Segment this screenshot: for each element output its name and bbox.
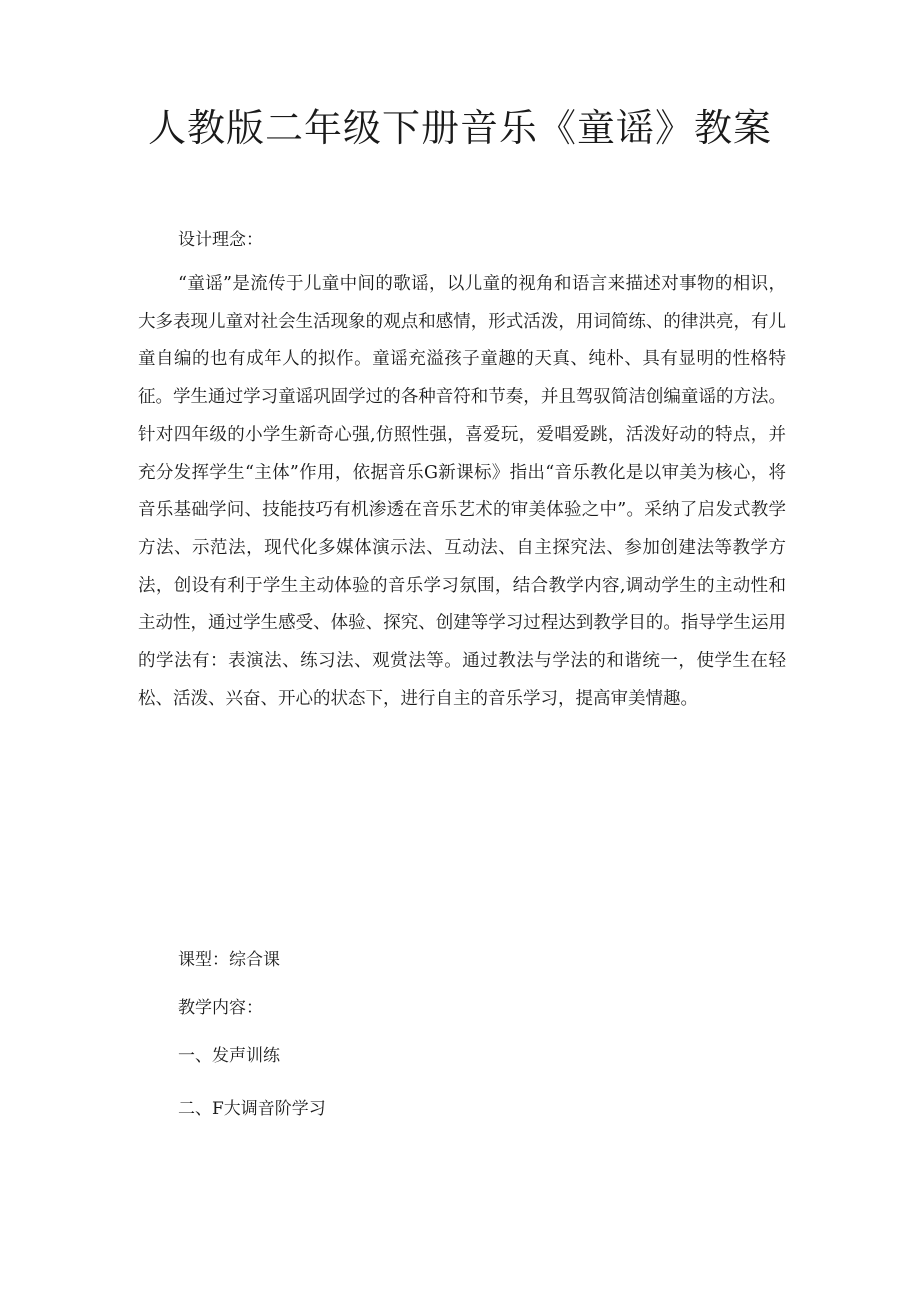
teaching-content-label: 教学内容： <box>178 998 263 1018</box>
design-concept-label: 设计理念： <box>178 230 263 250</box>
content-item-f-major-scale: 二、F大调音阶学习 <box>178 1099 326 1119</box>
lesson-type: 课型：综合课 <box>178 950 280 970</box>
content-item-vocal-training: 一、发声训练 <box>178 1046 280 1066</box>
document-title: 人教版二年级下册音乐《童谣》教案 <box>147 106 772 150</box>
design-concept-paragraph: “童谣”是流传于儿童中间的歌谣，以儿童的视角和语言来描述对事物的相识，大多表现儿童对社会生活现象的观点和感情，形式活泼，用词简练、的律洪亮，有儿童自编的也有成年人的拟作。童谣充溢孩子童趣的天真、纯朴、具有显明的性格特征。学生通过学习童谣巩固学过的各种音符和节奏，并且驾驭简洁创编童谣的方法。针对四年级的小学生新奇心强,仿照性强，喜爱玩，爱唱爱跳，活泼好动的特点，并充分发挥学生“主体”作用，依据音乐G新课标》指出“音乐教化是以审美为核心，将音乐基础学问、技能技巧有机渗透在音乐艺术的审美体验之中”。采纳了启发式教学方法、示范法，现代化多媒体演示法、互动法、自主探究法、参加创建法等教学方法，创设有利于学生主动体验的音乐学习氛围，结合教学内容,调动学生的主动性和主动性，通过学生感受、体验、探究、创建等学习过程达到教学目的。指导学生运用的学法有：表演法、练习法、观赏法等。通过教法与学法的和谐统一，使学生在轻松、活泼、兴奋、开心的状态下，进行自主的音乐学习，提高审美情趣。 <box>138 274 786 709</box>
